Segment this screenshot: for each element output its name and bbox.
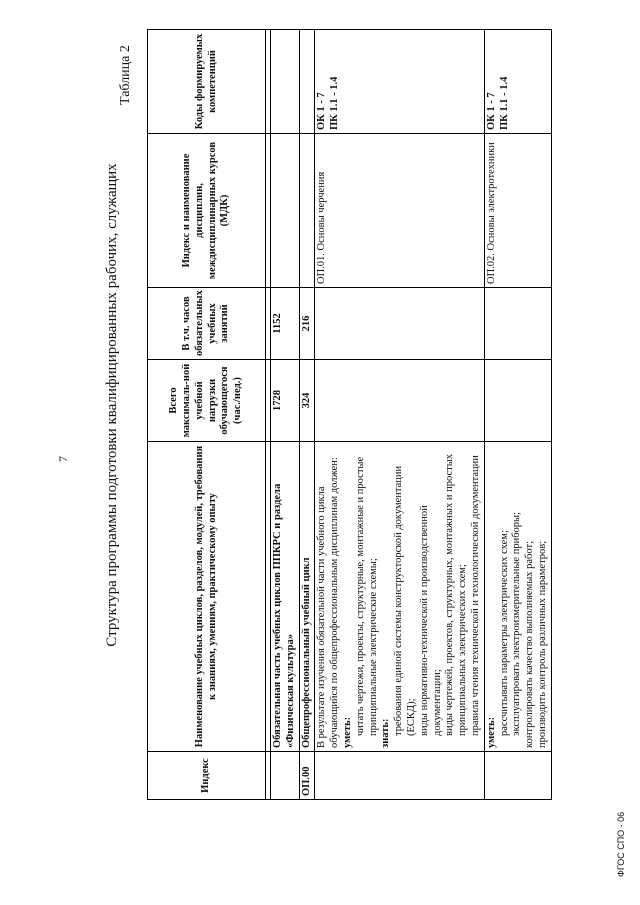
mandatory-part-max-load: 1728	[271, 360, 300, 442]
mandatory-part-label: Обязательная часть учебных циклов ППКРС и раздела «Физическая культура»	[271, 442, 300, 752]
table-row	[299, 30, 315, 800]
op02-umet-4: производить контроль различных параметров;	[536, 540, 548, 748]
header-index: Индекс	[148, 752, 266, 800]
op02-codes	[484, 30, 551, 134]
op01-znat-1: требования единой системы конструкторской документации (ЕСКД);	[393, 465, 417, 736]
table-row	[315, 30, 484, 800]
op01-codes-ok: ОК 1 - 7	[316, 92, 328, 130]
op01-requirements	[315, 442, 484, 752]
page-title: Структура программы подготовки квалифицированных рабочих, служащих	[104, 163, 120, 647]
op02-codes-ok: ОК 1 - 7	[485, 92, 497, 130]
op00-mandatory: 216	[299, 288, 315, 360]
header-mandatory: В т.ч. часов обязательных учебных занятий	[148, 288, 266, 360]
op02-umet-label: уметь:	[485, 716, 497, 748]
op01-codes-pk: ПК 1.1 - 1.4	[329, 76, 341, 130]
op00-index: ОП.00	[299, 752, 315, 800]
header-codes: Коды формируемых компетенций	[148, 30, 266, 134]
op00-label: Общепрофессиональный учебный цикл	[299, 442, 315, 752]
header-name: Наименование учебных циклов, разделов, модулей, требования к знаниям, умениям, практическому опыту	[148, 442, 266, 752]
op01-znat-label: знать:	[380, 718, 392, 748]
op00-max-load: 324	[299, 360, 315, 442]
op02-umet-1: рассчитывать параметры электрических схем;	[498, 530, 510, 736]
table-label: Таблица 2	[118, 45, 133, 105]
op01-znat-3: виды чертежей, проектов, структурных, монтажных и простых принципиальных электрических схем;	[444, 453, 469, 736]
header-row	[148, 30, 266, 800]
op02-umet-2: эксплуатировать электроизмерительные приборы;	[511, 511, 523, 736]
op02-discipline: ОП.02. Основы электротехники	[484, 134, 551, 288]
structure-table	[147, 29, 552, 800]
op02-umet-3: контролировать качество выполняемых работ;	[524, 540, 536, 748]
op01-codes	[315, 30, 484, 134]
page-number: 7	[56, 456, 70, 462]
op01-znat-2: виды нормативно-технической и производственной документации;	[418, 505, 443, 736]
header-discipline: Индекс и наименование дисциплин, междисциплинарных курсов (МДК)	[148, 134, 266, 288]
op01-intro: В результате изучения обязательной части учебного цикла обучающийся по общепрофессиональным дисциплинам должен:	[316, 457, 341, 748]
op01-umet-label: уметь:	[341, 716, 353, 748]
mandatory-part-mandatory: 1152	[271, 288, 300, 360]
op01-umet-1: читать чертежи, проекты, структурные, монтажные и простые принципиальные электрические схемы;	[354, 456, 379, 736]
table-row	[271, 30, 300, 800]
footer-standard: ФГОС СПО - 06	[616, 811, 626, 877]
op01-znat-4: правила чтения технической и технологической документации	[469, 455, 481, 736]
header-max-load: Всего максималь-ной учебной нагрузки обучающегося (час./нед.)	[148, 360, 266, 442]
op02-codes-pk: ПК 1.1 - 1.4	[498, 76, 510, 130]
table-row	[484, 30, 551, 800]
op01-discipline: ОП.01. Основы черчения	[315, 134, 484, 288]
op02-requirements	[484, 442, 551, 752]
